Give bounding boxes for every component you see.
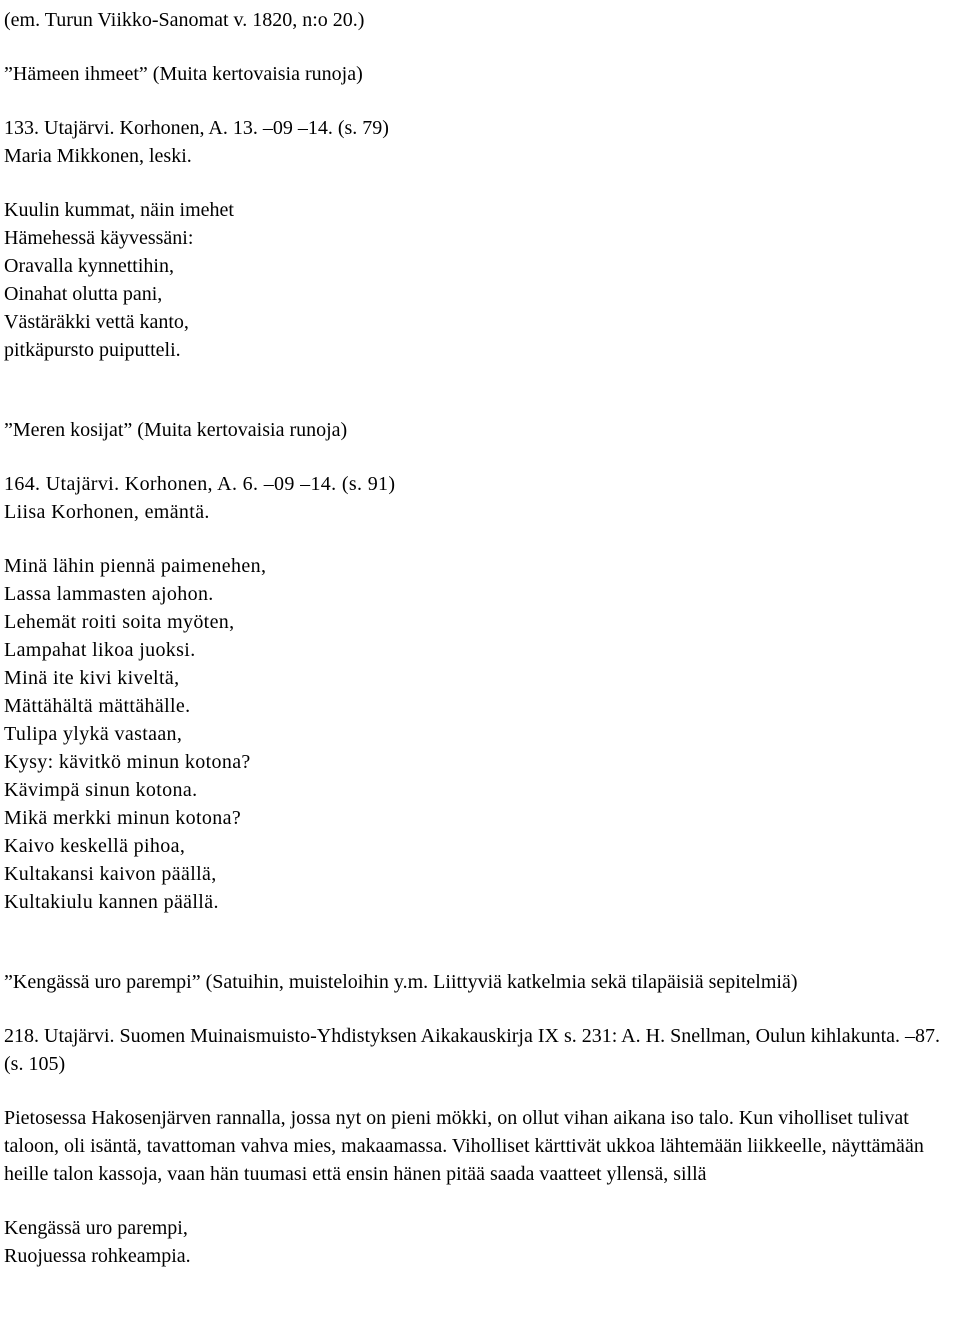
verse-line: Lassa lammasten ajohon. (4, 583, 214, 605)
verse-line: Mikä merkki minun kotona? (4, 807, 242, 829)
verse-line: Lampahat likoa juoksi. (4, 639, 196, 661)
verse-line: Minä lähin piennä paimenehen, (4, 555, 267, 577)
verse-line: Västäräkki vettä kanto, (4, 311, 189, 333)
verse-line: Mättähältä mättähälle. (4, 695, 191, 717)
verse-line: Tulipa ylykä vastaan, (4, 723, 183, 745)
verse-line: Oravalla kynnettihin, (4, 255, 174, 277)
document-page (4, 6, 956, 1270)
section-heading-hameen-ihmeet: ”Hämeen ihmeet” (Muita kertovaisia runoja) (4, 63, 363, 85)
verse-line: Kävimpä sinun kotona. (4, 779, 198, 801)
section-heading-meren-kosijat: ”Meren kosijat” (Muita kertovaisia runoja) (4, 419, 348, 441)
verse-line: Minä ite kivi kiveltä, (4, 667, 180, 689)
verse-line: Lehemät roiti soita myöten, (4, 611, 235, 633)
verse-line: Kengässä uro parempi, (4, 1217, 188, 1239)
source-reference: 164. Utajärvi. Korhonen, A. 6. –09 –14. (s. 91) (4, 473, 396, 495)
section-heading-kengassa-uro-parempi: ”Kengässä uro parempi” (Satuihin, muisteloihin y.m. Liittyviä katkelmia sekä tilapäisiä sepitelmiä) (4, 971, 798, 993)
verse-line: Kaivo keskellä pihoa, (4, 835, 186, 857)
verse-line: Kysy: kävitkö minun kotona? (4, 751, 251, 773)
verse-block (4, 552, 956, 916)
informant: Liisa Korhonen, emäntä. (4, 501, 210, 523)
verse-block (4, 1214, 956, 1270)
verse-block (4, 196, 956, 364)
source-reference: 218. Utajärvi. Suomen Muinaismuisto-Yhdistyksen Aikakauskirja IX s. 231: A. H. Snellman, Oulun kihlakunta. –87. (s. 105) (4, 1025, 941, 1075)
verse-line: pitkäpursto puiputteli. (4, 339, 181, 361)
intro-note: (em. Turun Viikko-Sanomat v. 1820, n:o 20.) (4, 9, 365, 31)
verse-line: Ruojuessa rohkeampia. (4, 1245, 191, 1267)
verse-line: Kuulin kummat, näin imehet (4, 199, 234, 221)
prose-paragraph: Pietosessa Hakosenjärven rannalla, jossa nyt on pieni mökki, on ollut vihan aikana iso talo. Kun viholliset tulivat taloon, oli isäntä, tavattoman vahva mies, makaamassa. Viholliset kärttivät ukkoa lähtemään liikkeelle, näyttämään heille talon kassoja, vaan hän tuumasi että ensin hänen pitää saada vaatteet yllensä, sillä (4, 1107, 924, 1185)
source-reference: 133. Utajärvi. Korhonen, A. 13. –09 –14. (s. 79) (4, 117, 389, 139)
informant: Maria Mikkonen, leski. (4, 145, 192, 167)
verse-line: Kultakansi kaivon päällä, (4, 863, 217, 885)
verse-line: Hämehessä käyvessäni: (4, 227, 194, 249)
verse-line: Kultakiulu kannen päällä. (4, 891, 219, 913)
verse-line: Oinahat olutta pani, (4, 283, 163, 305)
